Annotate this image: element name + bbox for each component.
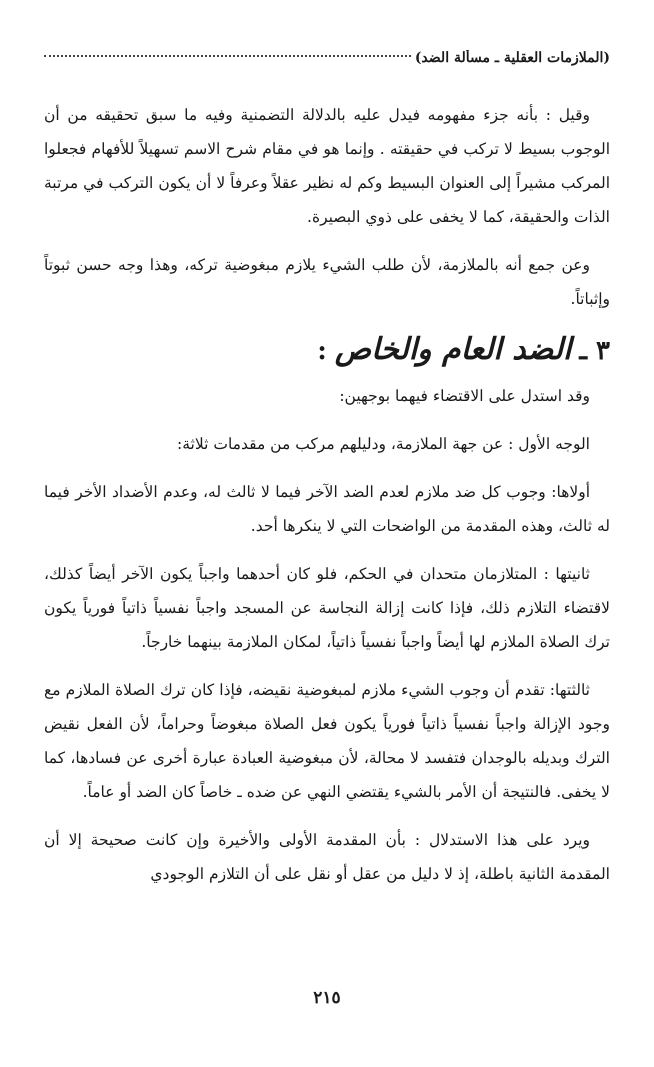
paragraph: ثانيتها : المتلازمان متحدان في الحكم، فلو كان أحدهما واجباً يكون الآخر أيضاً كذلك، لاقتضاء التلازم ذلك، فإذا كانت إزالة النجاسة عن المسجد واجباً نفسياً ذاتياً فورياً يكون ترك الصلاة الملازم لها أيضاً واجباً نفسياً ذاتياً، لمكان الملازمة بينهما خارجاً. (44, 565, 610, 651)
paragraph: ثالثتها: تقدم أن وجوب الشيء ملازم لمبغوضية نقيضه، فإذا كان ترك الصلاة الملازم مع وجود الإزالة واجباً نفسياً ذاتياً فورياً يكون فعل الصلاة مبغوضاً وحراماً، لأن الفعل نقيض الترك وبديله بالوجدان فتفسد لا محالة، لأن مبغوضية العبادة عبارة أخرى عن فسادها، كما لا يخفى. فالنتيجة أن الأمر بالشيء يقتضي النهي عن ضده ـ خاصاً كان الضد أو عاماً. (44, 681, 610, 801)
section-heading (44, 330, 610, 371)
paragraph: ويرد على هذا الاستدلال : بأن المقدمة الأولى والأخيرة وإن كانت صحيحة إلا أن المقدمة الثانية باطلة، إذ لا دليل من عقل أو نقل على أن التلازم الوجودي (44, 831, 610, 883)
section-title: الضد العام والخاص (334, 332, 572, 367)
paragraph: وقد استدل على الاقتضاء فيهما بوجهين: (339, 387, 590, 405)
book-page (44, 50, 610, 1050)
page-number: ٢١٥ (313, 988, 341, 1008)
running-head-title: (الملازمات العقلية ـ مسألة الضد) (414, 50, 610, 66)
page-body (44, 98, 610, 891)
paragraph: وقيل : بأنه جزء مفهومه فيدل عليه بالدلالة التضمنية وفيه ما سبق تحقيقه من أن الوجوب بسيط لا تركب في حقيقته . وإنما هو في مقام شرح الاسم تسهيلاً للأفهام فجعلوا المركب مشيراً إلى العنوان البسيط وكم له نظير عقلاً وعرفاً لا أن يكون التركب في مرتبة الذات والحقيقة، كما لا يخفى على ذوي البصيرة. (44, 106, 610, 226)
running-header (44, 50, 610, 76)
section-colon: : (317, 336, 327, 366)
paragraph: وعن جمع أنه بالملازمة، لأن طلب الشيء يلازم مبغوضية تركه، وهذا وجه حسن ثبوتاً وإثباتاً. (44, 256, 610, 308)
paragraph: الوجه الأول : عن جهة الملازمة، ودليلهم مركب من مقدمات ثلاثة: (177, 435, 590, 453)
header-dotted-leader (44, 54, 411, 57)
section-number: ٣ ـ (579, 336, 610, 366)
paragraph: أولاها: وجوب كل ضد ملازم لعدم الضد الآخر فيما لا ثالث له، وعدم الأضداد الأخر فيما له ثالث، وهذه المقدمة من الواضحات التي لا ينكرها أحد. (44, 483, 610, 535)
